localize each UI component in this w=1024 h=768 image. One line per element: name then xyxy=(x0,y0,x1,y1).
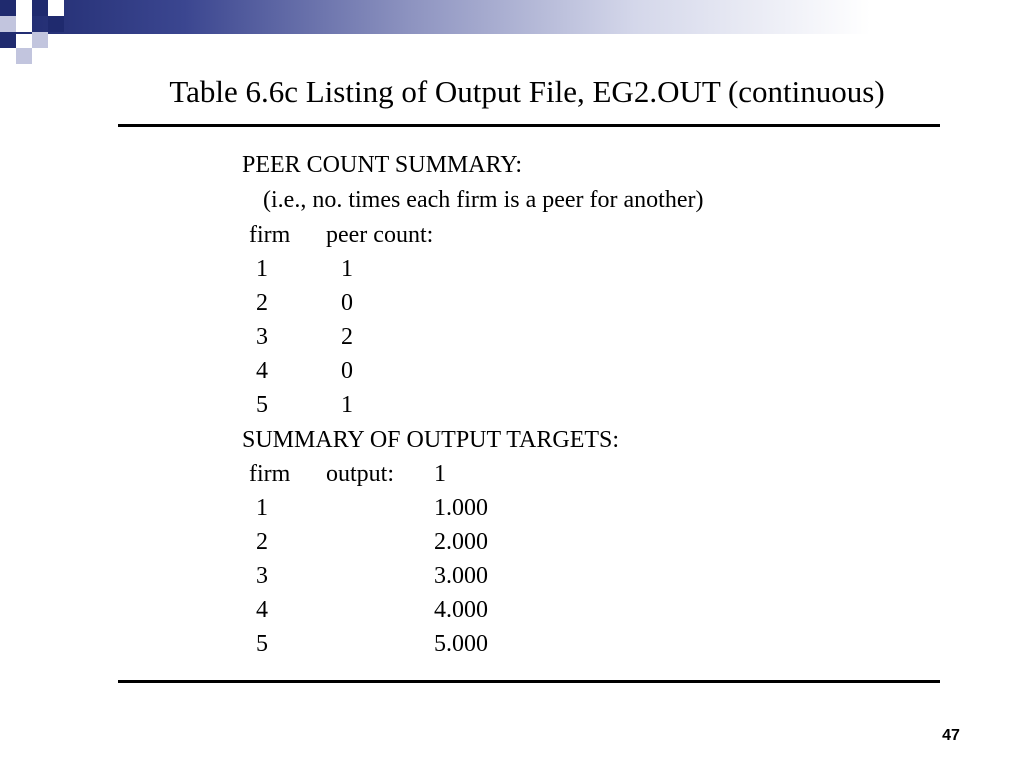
peer-row-firm: 2 xyxy=(256,290,268,316)
peer-row-count: 1 xyxy=(341,392,353,418)
header-gradient-bar xyxy=(0,0,1024,34)
peer-count-note: (i.e., no. times each firm is a peer for another) xyxy=(263,187,704,213)
output-row-firm: 2 xyxy=(256,529,268,555)
peer-row-count: 1 xyxy=(341,256,353,282)
page-number: 47 xyxy=(942,727,960,744)
output-row-value: 3.000 xyxy=(434,563,488,589)
peer-row-count: 2 xyxy=(341,324,353,350)
output-row-firm: 4 xyxy=(256,597,268,623)
slide-title: Table 6.6c Listing of Output File, EG2.OUT (continuous) xyxy=(169,74,885,109)
peer-row-firm: 3 xyxy=(256,324,268,350)
output-col-output: output: xyxy=(326,461,395,487)
output-row-firm: 3 xyxy=(256,563,268,589)
peer-count-heading: PEER COUNT SUMMARY: xyxy=(242,152,523,178)
output-targets-heading: SUMMARY OF OUTPUT TARGETS: xyxy=(242,427,620,453)
peer-col-count: peer count: xyxy=(326,222,434,248)
output-row-firm: 1 xyxy=(256,495,268,521)
peer-row-firm: 4 xyxy=(256,358,268,384)
output-row-value: 4.000 xyxy=(434,597,488,623)
peer-row-firm: 1 xyxy=(256,256,268,282)
output-row-firm: 5 xyxy=(256,631,268,657)
output-row-value: 1.000 xyxy=(434,495,488,521)
peer-row-count: 0 xyxy=(341,358,353,384)
peer-row-count: 0 xyxy=(341,290,353,316)
output-row-value: 2.000 xyxy=(434,529,488,555)
peer-row-firm: 5 xyxy=(256,392,268,418)
top-rule xyxy=(118,124,940,127)
output-col-firm: firm xyxy=(249,461,291,487)
peer-col-firm: firm xyxy=(249,222,291,248)
output-col-num: 1 xyxy=(434,461,446,487)
bottom-rule xyxy=(118,680,940,683)
output-row-value: 5.000 xyxy=(434,631,488,657)
